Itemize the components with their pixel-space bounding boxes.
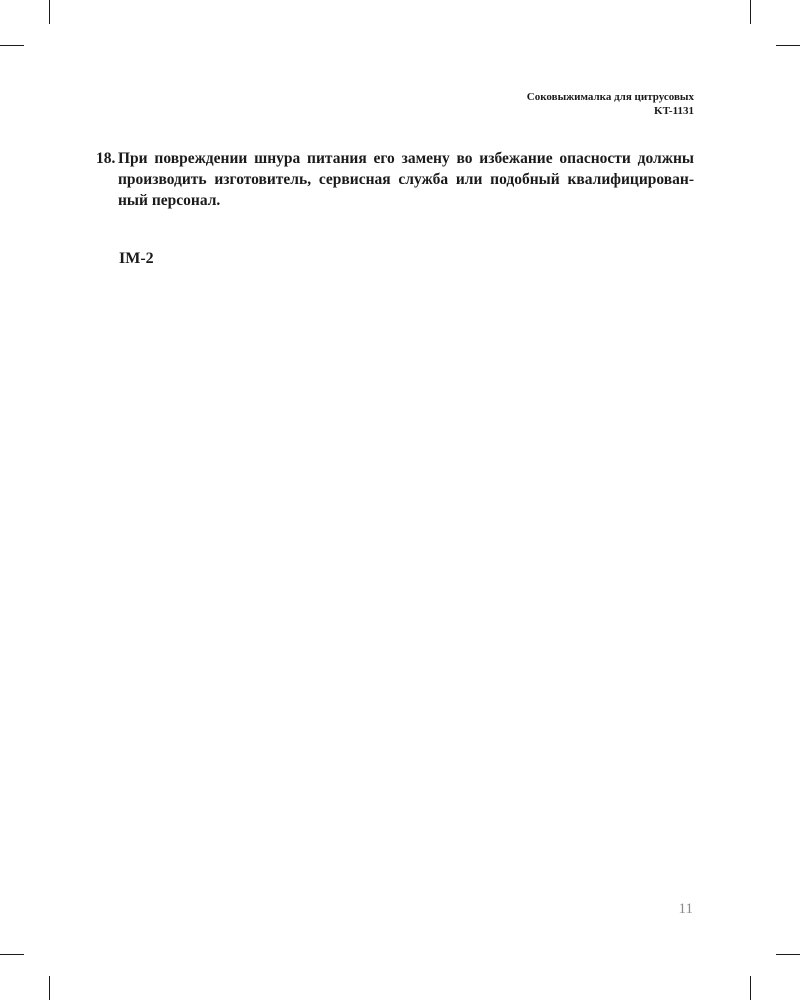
crop-mark-bottom-right-horizontal xyxy=(776,954,800,955)
safety-item-18 xyxy=(96,148,694,211)
page-number: 11 xyxy=(678,901,693,917)
crop-mark-top-left-vertical xyxy=(49,0,50,24)
header-model-number: KT-1131 xyxy=(654,105,694,117)
crop-mark-bottom-left-vertical xyxy=(49,976,50,1000)
crop-mark-bottom-right-vertical xyxy=(750,976,751,1000)
crop-mark-top-right-horizontal xyxy=(776,45,800,46)
item-number: 18. xyxy=(96,150,116,167)
header-product-name: Соковыжималка для цитрусовых xyxy=(526,91,694,103)
crop-mark-bottom-left-horizontal xyxy=(0,954,24,955)
crop-mark-top-right-vertical xyxy=(750,0,751,24)
crop-mark-top-left-horizontal xyxy=(0,45,24,46)
document-code: IM-2 xyxy=(119,250,154,267)
item-text: При повреждении шнура питания его замену во избежание опасности должны производить изготовитель, сервисная служба или подобный квалифицирован-ный персонал. xyxy=(118,150,694,209)
running-header xyxy=(527,90,694,118)
